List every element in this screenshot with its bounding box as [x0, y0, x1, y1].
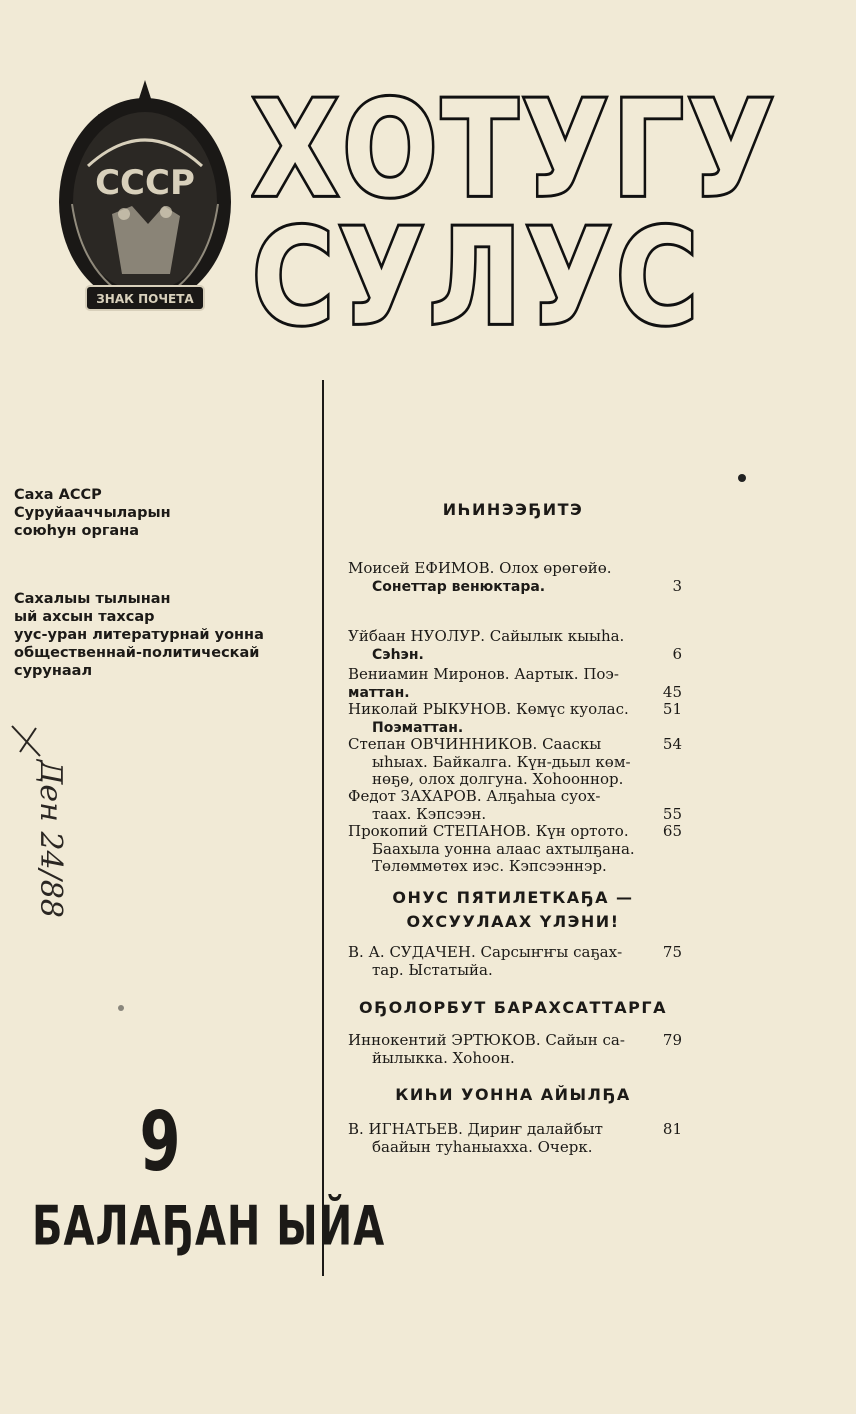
section-heading-children: ОҔОЛОРБУТ БАРАХСАТТАРГА	[359, 998, 667, 1017]
description-line: Сахалыы тылынан	[14, 591, 171, 607]
entry-line-text: Баахыла уонна алаас ахтылҕана.	[372, 839, 635, 858]
print-speck	[738, 474, 746, 482]
entry-line	[348, 646, 682, 665]
entry-page-number: 54	[662, 735, 682, 753]
section-heading-five-year-plan-1: ОНУС ПЯТИЛЕТКАҔА —	[392, 888, 634, 907]
organ-line: Саха АССР	[14, 487, 102, 503]
entry-line	[348, 1032, 682, 1050]
entry-line	[348, 666, 682, 684]
contents-entry	[348, 823, 682, 876]
entry-line-text: Прокопий СТЕПАНОВ. Күн ортото.	[348, 822, 629, 840]
description-line: уус-уран литературнай уонна	[14, 627, 264, 643]
entry-line-text: В. А. СУДАЧЕН. Сарсыҥҥы саҕах-	[348, 943, 623, 961]
magazine-title-line-1: ХОТУГУ	[252, 73, 779, 227]
entry-line	[348, 823, 682, 841]
entry-line	[348, 1139, 682, 1157]
magazine-title-line-2: СУЛУС	[252, 201, 703, 355]
contents-entry	[348, 628, 682, 664]
contents-entry-ignatyev	[348, 1121, 682, 1156]
entry-line	[348, 788, 682, 806]
description-line: общественнай-политическай	[14, 645, 260, 661]
entry-line-text: йылыкка. Хоһоон.	[372, 1048, 515, 1067]
entry-line-text: нөҕө, олох долгуна. Хоһооннор.	[372, 770, 624, 788]
entry-line	[348, 1050, 682, 1068]
entry-page-number: 6	[672, 644, 682, 663]
badge-of-honour-emblem-icon	[52, 74, 238, 326]
entry-line-text: Федот ЗАХАРОВ. Алҕаһыа суох-	[348, 787, 601, 805]
entry-page-number: 81	[662, 1120, 682, 1138]
issue-number: 9	[139, 1095, 181, 1190]
entry-page-number: 51	[662, 700, 682, 718]
contents-entry-sudachen	[348, 944, 682, 979]
journal-description	[14, 590, 314, 680]
entry-line	[348, 771, 682, 789]
contents-entry	[348, 788, 682, 823]
contents-entry	[348, 560, 682, 596]
handwritten-check-mark-icon	[6, 722, 46, 762]
description-line: ый ахсын тахсар	[14, 609, 155, 625]
entry-line-text: Сэһэн.	[372, 646, 424, 663]
entry-page-number: 45	[662, 682, 682, 701]
entry-line-text: Вениамин Миронов. Аартык. Поэ-	[348, 665, 619, 683]
entry-line-text: В. ИГНАТЬЕВ. Дириҥ далайбыт	[348, 1120, 603, 1138]
entry-line-text: Иннокентий ЭРТЮКОВ. Сайын са-	[348, 1031, 625, 1049]
entry-line	[348, 560, 682, 578]
entry-line-text: маттан.	[348, 684, 410, 701]
entry-line	[348, 858, 682, 876]
entry-line-text: Поэматтан.	[372, 719, 464, 736]
publisher-organ-note	[14, 486, 314, 540]
organ-line: Суруйааччыларын	[14, 505, 171, 521]
print-speck	[118, 1005, 124, 1011]
entry-line-text: Степан ОВЧИННИКОВ. Сааскы	[348, 735, 602, 753]
section-heading-man-and-nature: КИҺИ УОННА АЙЫЛҔА	[395, 1085, 631, 1104]
entry-line-text: таах. Кэпсээн.	[372, 804, 487, 823]
entry-line	[348, 962, 682, 980]
entry-line-text: Сонеттар венюктара.	[372, 578, 546, 595]
entry-page-number: 3	[672, 576, 682, 595]
entry-line-text: ыһыах. Байкалга. Күн-дьыл көм-	[372, 752, 631, 771]
entry-line	[348, 578, 682, 597]
contents-entry	[348, 701, 682, 737]
emblem-ribbon-text: ЗНАК ПОЧЕТА	[96, 292, 194, 306]
handwritten-inscription: Ден 24/88	[33, 760, 68, 918]
contents-entry	[348, 666, 682, 702]
entry-page-number: 55	[662, 804, 682, 823]
entry-line-text: Николай РЫКУНОВ. Көмүс куолас.	[348, 700, 629, 718]
entry-page-number: 79	[662, 1031, 682, 1049]
entry-line	[348, 736, 682, 754]
entry-line-text: тар. Ыстатыйа.	[372, 960, 493, 979]
contents-heading: ИҺИНЭЭҔИТЭ	[442, 500, 584, 519]
entry-line	[348, 701, 682, 719]
entry-line	[348, 806, 682, 824]
entry-page-number: 65	[662, 822, 682, 840]
entry-line-text: Моисей ЕФИМОВ. Олох өрөгөйө.	[348, 559, 612, 577]
entry-line-text: Төлөммөтөх иэс. Кэпсээннэр.	[372, 857, 607, 875]
contents-entry-ertyukov	[348, 1032, 682, 1067]
section-heading-five-year-plan-2: ОХСУУЛААХ ҮЛЭНИ!	[406, 912, 620, 931]
column-divider	[322, 380, 324, 1276]
entry-line	[348, 628, 682, 646]
contents-entry	[348, 736, 682, 789]
issue-month-text: БАЛАҔАН ЫЙА	[32, 1195, 386, 1259]
entry-page-number: 75	[662, 943, 682, 961]
emblem-center-text: СССР	[95, 163, 195, 203]
entry-line	[348, 754, 682, 772]
entry-line	[348, 1121, 682, 1139]
entry-line	[348, 841, 682, 859]
organ-line: союһун органа	[14, 523, 139, 539]
entry-line	[348, 944, 682, 962]
entry-line-text: баайын туһаныахха. Очерк.	[372, 1137, 593, 1156]
issue-month	[32, 1195, 386, 1259]
entry-line-text: Уйбаан НУОЛУР. Сайылык кыыһа.	[348, 627, 625, 645]
description-line: сурунаал	[14, 663, 93, 679]
